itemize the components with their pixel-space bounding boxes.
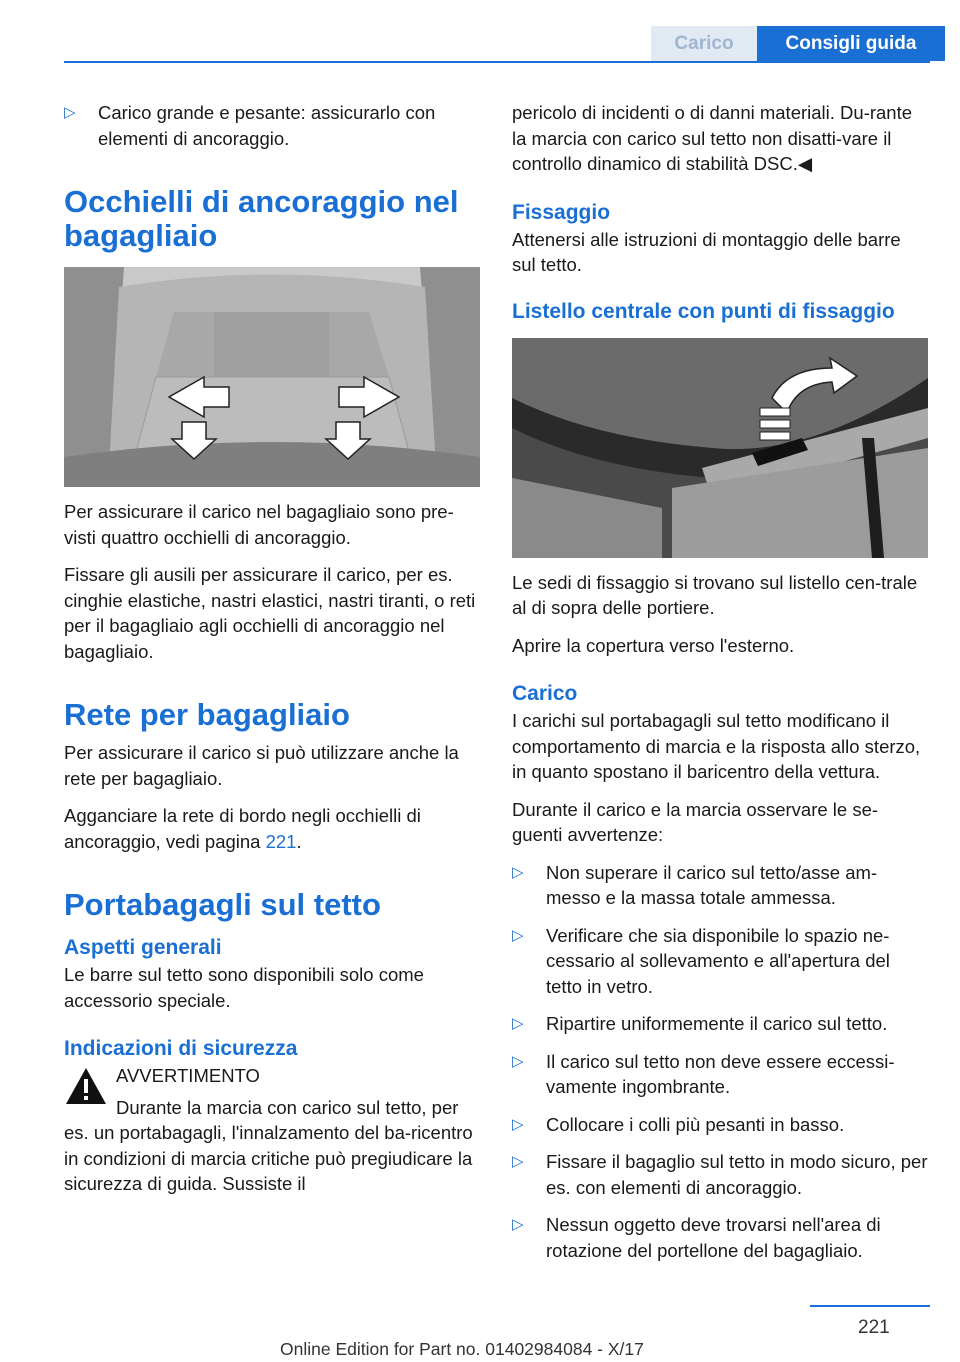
list-item [512, 1011, 928, 1037]
paragraph-text: Agganciare la rete di bordo negli occhielli di ancoraggio, vedi pagina [64, 805, 421, 852]
paragraph: Attenersi alle istruzioni di montaggio delle barre sul tetto. [512, 228, 901, 275]
heading-aspetti: Aspetti generali [64, 936, 222, 959]
right-column [512, 100, 928, 1275]
heading-rete: Rete per bagagliaio [64, 697, 350, 732]
triangle-right-icon: ▷ [512, 1015, 524, 1032]
paragraph [64, 803, 480, 854]
list-item-text: Carico grande e pesante: assicurarlo con elementi di ancoraggio. [98, 102, 436, 149]
list-item [512, 923, 928, 1000]
triangle-right-icon: ▷ [512, 1115, 524, 1133]
header-tabs [651, 26, 945, 61]
trunk-photo [64, 267, 480, 487]
paragraph: pericolo di incidenti o di danni materiali. Du‐rante la marcia con carico sul tetto non disatti‐vare il controllo dinamico di stabilità DSC.◀ [512, 102, 913, 174]
heading-carico: Carico [512, 682, 578, 705]
list-item [512, 1149, 928, 1200]
heading-listello: Listello centrale con punti di fissaggio [512, 299, 895, 323]
heading-portabagagli: Portabagagli sul tetto [64, 887, 381, 922]
tab-consigli-guida[interactable]: Consigli guida [757, 26, 945, 61]
warning-text: Durante la marcia con carico sul tetto, per es. un portabagagli, l'innalzamento del ba‐ricentro in condizioni di marcia critiche può pregiudicare la sicurezza di guida. Sussiste il [64, 1096, 473, 1194]
list-item [512, 1049, 928, 1100]
page-number: 221 [858, 1317, 890, 1338]
heading-sicurezza: Indicazioni di sicurezza [64, 1037, 298, 1060]
list-item-text: Non superare il carico sul tetto/asse am‐messo e la massa totale ammessa. [546, 861, 878, 908]
list-item [64, 100, 480, 151]
left-column [64, 100, 480, 1209]
paragraph: Le sedi di fissaggio si trovano sul listello cen‐trale al di sopra delle portiere. [512, 571, 918, 618]
heading-fissaggio: Fissaggio [512, 200, 611, 224]
triangle-right-icon: ▷ [64, 104, 76, 121]
list-item-text: Fissare il bagaglio sul tetto in modo sicuro, per es. con elementi di ancoraggio. [546, 1151, 928, 1198]
roof-illustration [512, 338, 928, 558]
list-item [512, 1112, 928, 1138]
roof-photo [512, 338, 928, 558]
list-item-text: Ripartire uniformemente il carico sul tetto. [546, 1013, 888, 1034]
paragraph-text: . [296, 830, 302, 852]
triangle-right-icon: ▷ [512, 1052, 524, 1070]
triangle-right-icon: ▷ [512, 1153, 524, 1170]
list-item-text: Nessun oggetto deve trovarsi nell'area di rotazione del portellone del bagagliaio. [546, 1214, 881, 1261]
trunk-illustration [64, 267, 480, 487]
triangle-right-icon: ▷ [512, 926, 524, 944]
warning-triangle-icon [64, 1066, 108, 1106]
list-item-text: Il carico sul tetto non deve essere eccessi‐vamente ingombrante. [546, 1050, 895, 1097]
paragraph: Fissare gli ausili per assicurare il carico, per es. cinghie elastiche, nastri elastici, nastri tiranti, o reti per il bagagliaio agli occhielli di ancoraggio nel bagagliaio. [64, 564, 476, 662]
warning-title: AVVERTIMENTO [116, 1065, 260, 1086]
triangle-right-icon: ▷ [512, 1216, 524, 1233]
list-item-text: Verificare che sia disponibile lo spazio ne‐cessario al sollevamento e all'apertura del tetto in vetro. [546, 924, 890, 997]
tab-carico[interactable]: Carico [651, 26, 757, 61]
paragraph: Per assicurare il carico nel bagagliaio sono pre‐visti quattro occhielli di ancoraggio. [64, 501, 454, 548]
paragraph: I carichi sul portabagagli sul tetto modificano il comportamento di marcia e la risposta allo sterzo, in quanto spostano il baricentro della vettura. [512, 710, 921, 782]
page-link[interactable]: 221 [265, 830, 297, 852]
header-rule [64, 61, 930, 63]
triangle-right-icon: ▷ [512, 863, 524, 881]
heading-occhielli: Occhielli di ancoraggio nel bagagliaio [64, 184, 459, 253]
warning-block [64, 1063, 480, 1197]
list-item-text: Collocare i colli più pesanti in basso. [546, 1113, 845, 1135]
footer-rule [810, 1305, 930, 1307]
paragraph: Durante il carico e la marcia osservare le se‐guenti avvertenze: [512, 798, 879, 845]
paragraph: Per assicurare il carico si può utilizzare anche la rete per bagagliaio. [64, 742, 459, 789]
list-item [512, 1212, 928, 1263]
paragraph: Le barre sul tetto sono disponibili solo come accessorio speciale. [64, 964, 424, 1011]
paragraph: Aprire la copertura verso l'esterno. [512, 634, 795, 656]
edition-footer: Online Edition for Part no. 01402984084 - X/17 [280, 1339, 644, 1359]
list-item [512, 860, 928, 911]
